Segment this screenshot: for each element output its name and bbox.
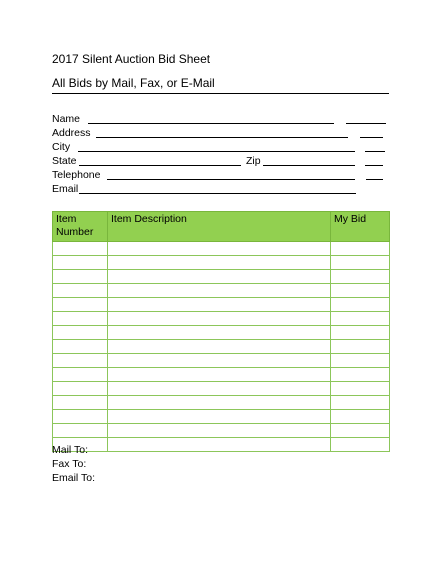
my-bid-cell[interactable]: [331, 410, 390, 424]
email-to-label: Email To:: [52, 472, 95, 484]
item-number-cell[interactable]: [53, 396, 108, 410]
item-description-cell[interactable]: [108, 284, 331, 298]
table-row: [53, 256, 390, 270]
item-description-cell[interactable]: [108, 382, 331, 396]
item-description-cell[interactable]: [108, 326, 331, 340]
table-row: [53, 340, 390, 354]
fax-to-label: Fax To:: [52, 458, 87, 470]
title-rule: [52, 93, 389, 94]
bid-table: [52, 211, 390, 452]
zip-line[interactable]: [263, 165, 355, 166]
item-number-cell[interactable]: [53, 284, 108, 298]
my-bid-cell[interactable]: [331, 270, 390, 284]
bid-table-header: [53, 212, 390, 242]
item-description-cell[interactable]: [108, 368, 331, 382]
table-row: [53, 326, 390, 340]
item-description-cell[interactable]: [108, 298, 331, 312]
item-description-cell[interactable]: [108, 354, 331, 368]
item-number-cell[interactable]: [53, 242, 108, 256]
my-bid-cell[interactable]: [331, 368, 390, 382]
table-row: [53, 382, 390, 396]
item-number-cell[interactable]: [53, 256, 108, 270]
address-label: Address: [52, 127, 91, 139]
item-number-cell[interactable]: [53, 312, 108, 326]
footer-contacts: [52, 443, 95, 485]
item-description-cell[interactable]: [108, 438, 331, 452]
table-row: [53, 438, 390, 452]
zip-label: Zip: [246, 155, 261, 167]
document-title: 2017 Silent Auction Bid Sheet: [52, 52, 211, 66]
address-line-extra[interactable]: [360, 137, 383, 138]
telephone-line-extra[interactable]: [366, 179, 383, 180]
telephone-row: [52, 168, 392, 182]
item-description-cell[interactable]: [108, 242, 331, 256]
address-row: [52, 126, 392, 140]
my-bid-cell[interactable]: [331, 284, 390, 298]
table-row: [53, 242, 390, 256]
my-bid-cell[interactable]: [331, 312, 390, 326]
name-label: Name: [52, 113, 81, 125]
header-my-bid: My Bid: [331, 212, 390, 242]
my-bid-cell[interactable]: [331, 438, 390, 452]
my-bid-cell[interactable]: [331, 256, 390, 270]
city-line[interactable]: [78, 151, 355, 152]
state-line[interactable]: [79, 165, 241, 166]
email-label: Email: [52, 183, 79, 195]
item-number-cell[interactable]: [53, 270, 108, 284]
mail-to-label: Mail To:: [52, 444, 88, 456]
contact-fields: [52, 112, 392, 196]
item-description-cell[interactable]: [108, 312, 331, 326]
table-row: [53, 396, 390, 410]
item-number-cell[interactable]: [53, 326, 108, 340]
my-bid-cell[interactable]: [331, 424, 390, 438]
table-row: [53, 284, 390, 298]
item-number-cell[interactable]: [53, 410, 108, 424]
name-row: [52, 112, 392, 126]
city-row: [52, 140, 392, 154]
city-label: City: [52, 141, 71, 153]
document-subtitle: All Bids by Mail, Fax, or E-Mail: [52, 76, 215, 90]
item-number-cell[interactable]: [53, 298, 108, 312]
zip-line-extra[interactable]: [365, 165, 383, 166]
telephone-line[interactable]: [107, 179, 355, 180]
table-row: [53, 368, 390, 382]
my-bid-cell[interactable]: [331, 396, 390, 410]
header-item-description: Item Description: [108, 212, 331, 242]
table-row: [53, 354, 390, 368]
item-number-cell[interactable]: [53, 340, 108, 354]
state-label: State: [52, 155, 77, 167]
header-item-number: Item Number: [53, 212, 108, 242]
item-description-cell[interactable]: [108, 410, 331, 424]
item-number-cell[interactable]: [53, 354, 108, 368]
name-line[interactable]: [88, 123, 334, 124]
table-row: [53, 312, 390, 326]
my-bid-cell[interactable]: [331, 382, 390, 396]
my-bid-cell[interactable]: [331, 354, 390, 368]
item-number-cell[interactable]: [53, 368, 108, 382]
item-description-cell[interactable]: [108, 270, 331, 284]
table-row: [53, 270, 390, 284]
table-row: [53, 298, 390, 312]
my-bid-cell[interactable]: [331, 326, 390, 340]
address-line[interactable]: [96, 137, 348, 138]
item-description-cell[interactable]: [108, 396, 331, 410]
item-description-cell[interactable]: [108, 256, 331, 270]
item-number-cell[interactable]: [53, 424, 108, 438]
telephone-label: Telephone: [52, 169, 101, 181]
my-bid-cell[interactable]: [331, 242, 390, 256]
email-line[interactable]: [79, 193, 356, 194]
item-description-cell[interactable]: [108, 340, 331, 354]
table-row: [53, 410, 390, 424]
name-line-extra[interactable]: [346, 123, 386, 124]
email-row: [52, 182, 392, 196]
my-bid-cell[interactable]: [331, 340, 390, 354]
city-line-extra[interactable]: [365, 151, 385, 152]
my-bid-cell[interactable]: [331, 298, 390, 312]
state-zip-row: [52, 154, 392, 168]
item-number-cell[interactable]: [53, 382, 108, 396]
item-description-cell[interactable]: [108, 424, 331, 438]
table-row: [53, 424, 390, 438]
